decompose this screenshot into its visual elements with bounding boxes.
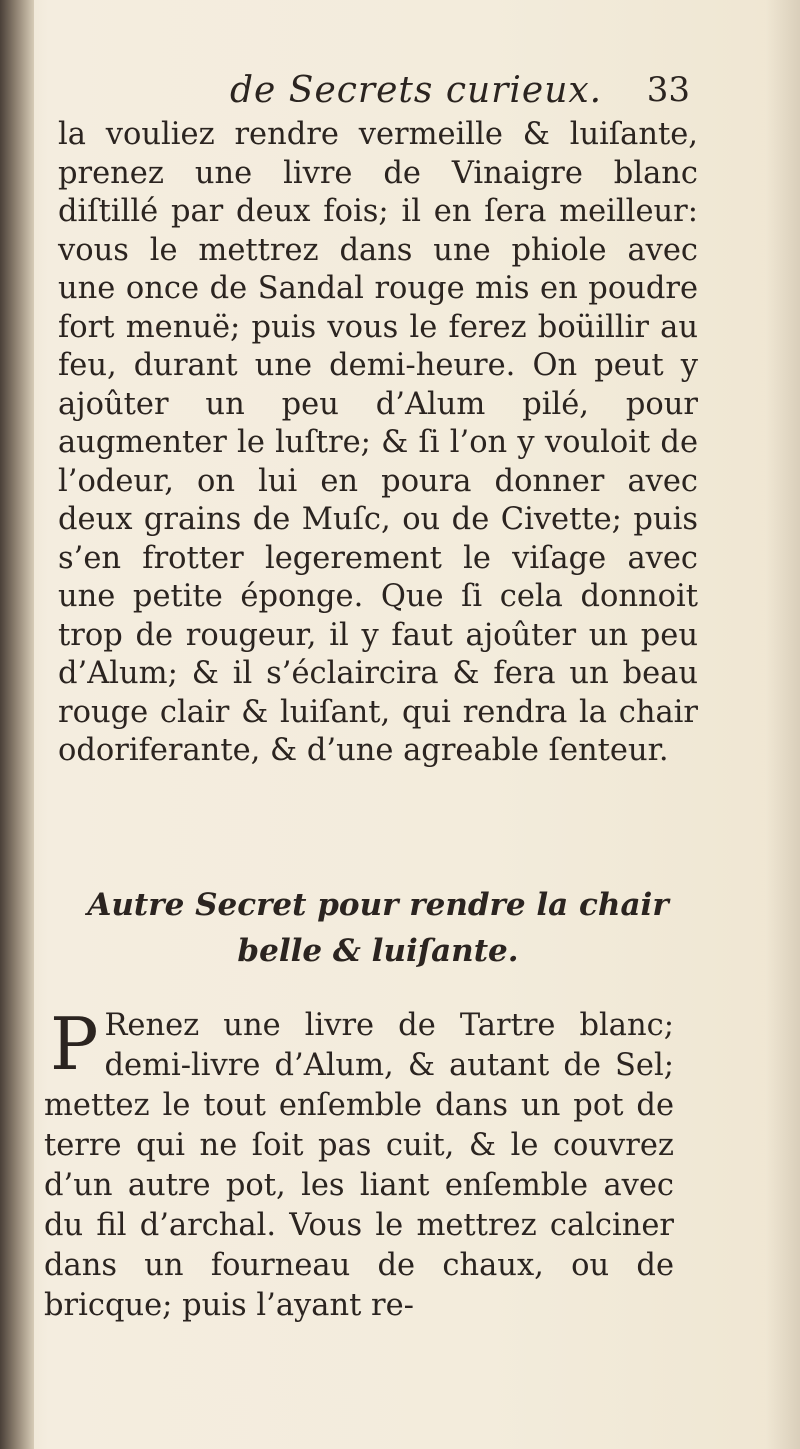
section-paragraph-text: Renez une livre de Tartre blanc; demi-livre d’Alum, & autant de Sel; mettez le tout enſemble dans un pot de terre qui ne ſoit pas cuit, & le couvrez d’un autre pot, les liant enſemble avec du fil d’archal. Vous le mettrez calciner dans un fourneau de chaux, ou de bricque; puis l’ayant re- [44, 1008, 674, 1323]
section-paragraph [44, 1002, 674, 1326]
running-title: de Secrets curieux. [230, 70, 603, 111]
book-spine-shadow [0, 0, 34, 1449]
section-title: Autre Secret pour rendre la chair belle & luiſante. [87, 887, 669, 969]
page-header [60, 70, 690, 120]
page-number: 33 [646, 70, 690, 110]
page-edge-shadow [766, 0, 800, 1449]
drop-cap: P [50, 1002, 99, 1086]
continuation-paragraph: la vouliez rendre vermeille & luiſante, prenez une livre de Vinaigre blanc diſtillé par deux fois; il en ſera meilleur: vous le mettrez dans une phiole avec une once de Sandal rouge mis en poudre fort menuë; puis vous le ferez boüillir au feu, durant une demi-heure. On peut y ajoûter un peu d’Alum pilé, pour augmenter le luſtre; & ſi l’on y vouloit de l’odeur, on lui en poura donner avec deux grains de Muſc, ou de Civette; puis s’en frotter legerement le viſage avec une petite éponge. Que ſi cela donnoit trop de rougeur, il y faut ajoûter un peu d’Alum; & il s’éclaircira & fera un beau rouge clair & luiſant, qui rendra la chair odoriferante, & d’une agreable ſenteur. [58, 117, 698, 768]
